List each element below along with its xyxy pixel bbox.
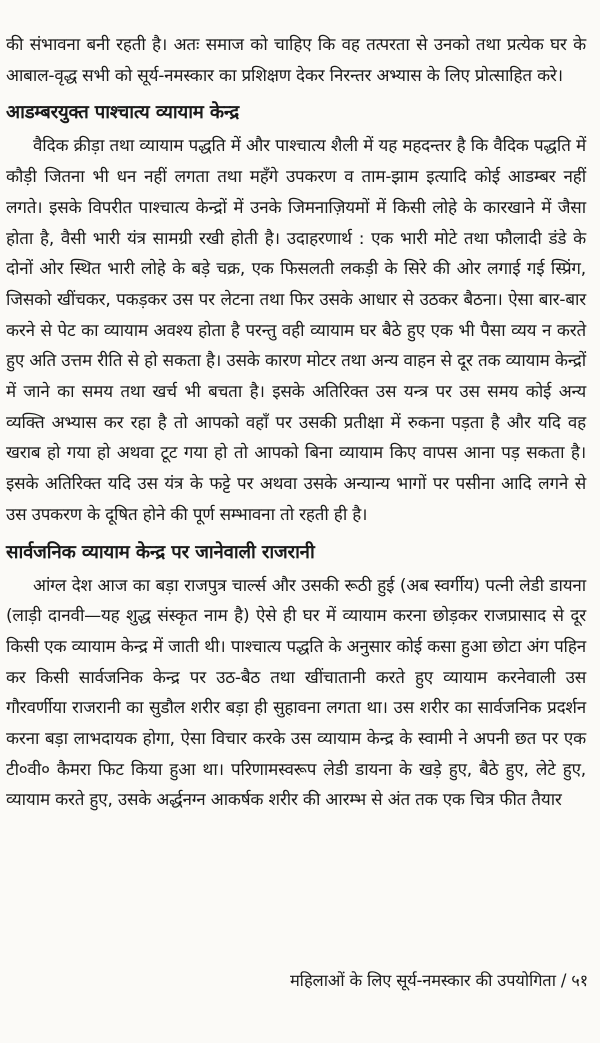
paragraph-public-gym-princess: आंग्ल देश आज का बड़ा राजपुत्र चार्ल्स और उसकी रूठी हुई (अब स्वर्गीय) पत्नी लेडी डायना (लाड़ी दानवी—यह शुद्ध संस्कृत नाम है) ऐसे ही घर में व्यायाम करना छोड़कर राजप्रासाद से दूर किसी एक व्यायाम केन्द्र में जाती थी। पाश्चात्य पद्धति के अनुसार कोई कसा हुआ छोटा अंग पहिन कर किसी सार्वजनिक केन्द्र पर उठ-बैठ तथा खींचातानी करते हुए व्यायाम करनेवाली उस गौरवर्णीया राजरानी का सुडौल शरीर बड़ा ही सुहावना लगता था। उस शरीर का सार्वजनिक प्रदर्शन करना बड़ा लाभदायक होगा, ऐसा विचार करके उस व्यायाम केन्द्र के स्वामी ने अपनी छत पर एक टी०वी० कैमरा फिट किया हुआ था। परिणामस्वरूप लेडी डायना के खड़े हुए, बैठे हुए, लेटे हुए, व्यायाम करते हुए, उसके अर्द्धनग्न आकर्षक शरीर की आरम्भ से अंत तक एक चित्र फीत तैयार xyxy=(6,575,586,811)
section-heading-public-gym-princess: सार्वजनिक व्यायाम केन्द्र पर जानेवाली राजरानी xyxy=(6,541,315,563)
paragraph-continued: की संभावना बनी रहती है। अतः समाज को चाहिए कि वह तत्परता से उनको तथा प्रत्येक घर के आबाल-वृद्ध सभी को सूर्य-नमस्कार का प्रशिक्षण देकर निरन्तर अभ्यास के लिए प्रोत्साहित करे। xyxy=(6,35,586,86)
paragraph-western-gym: वैदिक क्रीड़ा तथा व्यायाम पद्धति में और पाश्चात्य शैली में यह महदन्तर है कि वैदिक पद्धति में कौड़ी जितना भी धन नहीं लगता तथा महँगे उपकरण व ताम-झाम इत्यादि कोई आडम्बर नहीं लगते। इसके विपरीत पाश्चात्य केन्द्रों में उनके जिमनाज़ियमों में किसी लोहे के कारखाने में जैसा होता है, वैसी भारी यंत्र सामग्री रखी होती है। उदाहरणार्थ : एक भारी मोटे तथा फौलादी डंडे के दोनों ओर स्थित भारी लोहे के बड़े चक्र, एक फिसलती लकड़ी के सिरे की ओर लगाई गई स्प्रिंग, जिसको खींचकर, पकड़कर उस पर लेटना तथा फिर उसके आधार से उठकर बैठना। ऐसा बार-बार करने से पेट का व्यायाम अवश्य होता है परन्तु वही व्यायाम घर बैठे हुए एक भी पैसा व्यय न करते हुए अति उत्तम रीति से हो सकता है। उसके कारण मोटर तथा अन्य वाहन से दूर तक व्यायाम केन्द्रों में जाने का समय तथा खर्च भी बचता है। इसके अतिरिक्त उस यन्त्र पर उस समय कोई अन्य व्यक्ति अभ्यास कर रहा है तो आपको वहाँ पर उसकी प्रतीक्षा में रुकना पड़ता है और यदि वह खराब हो गया हो अथवा टूट गया हो तो आपको बिना व्यायाम किए वापस आना पड़ सकता है। इसके अतिरिक्त यदि उस यंत्र के फट्टे पर अथवा उसके अन्यान्य भागों पर पसीना आदि लगने से उस उपकरण के दूषित होने की पूर्ण सम्भावना तो रहती ही है। xyxy=(6,136,586,525)
page-footer: महिलाओं के लिए सूर्य-नमस्कार की उपयोगिता / ५१ xyxy=(290,971,588,990)
section-heading-western-gym: आडम्बरयुक्त पाश्चात्य व्यायाम केन्द्र xyxy=(6,102,240,124)
